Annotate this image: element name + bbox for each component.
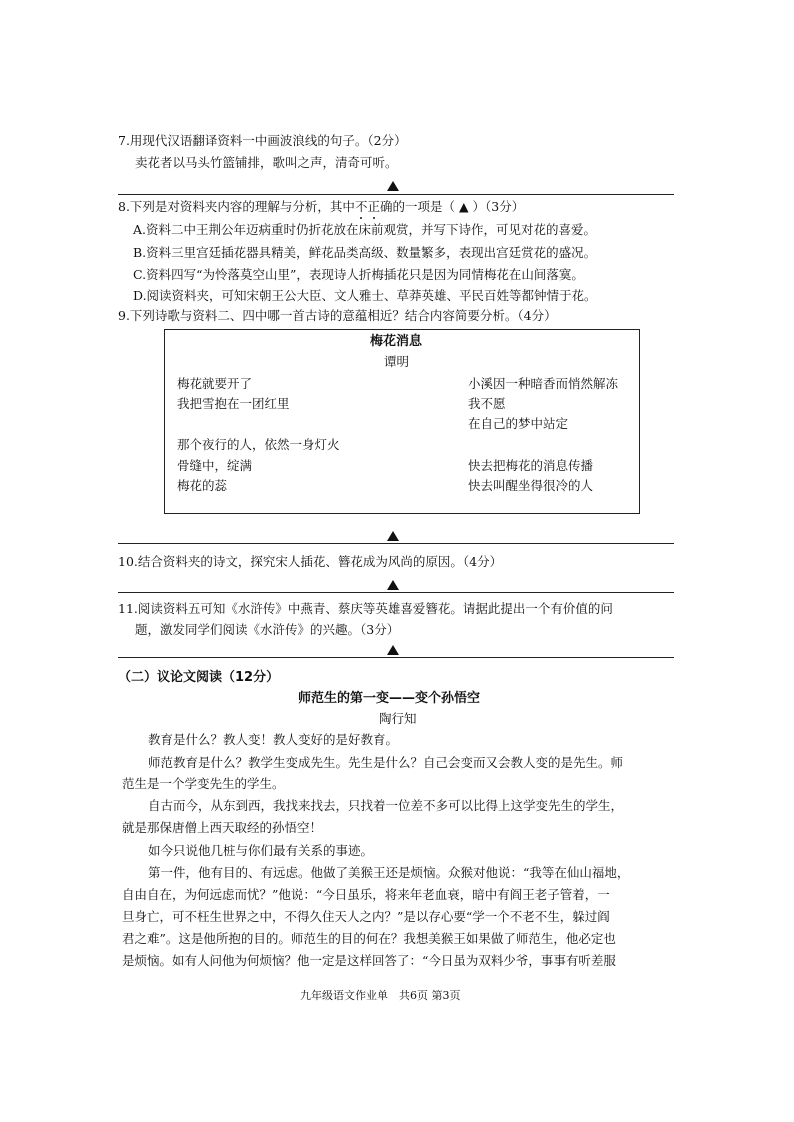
question-10-stem: 10.结合资料夹的诗文，探究宋人插花、簪花成为风尚的原因。（4分） [118,554,503,569]
answer-mark-icon [387,531,399,541]
poem-right-line: 快去把梅花的消息传播 [468,458,594,473]
poem-right-line: 小溪因一种暗香而悄然解冻 [468,376,619,391]
question-7-stem: 7.用现代汉语翻译资料一中画波浪线的句子。（2分） [118,133,407,148]
question-8-option-c: C.资料四写“为怜落莫空山里”，表现诗人折梅插花只是因为同情梅花在山间落寞。 [133,267,584,282]
answer-line [118,592,674,593]
paragraph-line: 旦身亡，可不枉生世界之中，不得久住天人之内？”是以存心要“学一个不老不生，躲过阎 [122,909,610,924]
paragraph-line: 师范教育是什么？教学生变成先生。先生是什么？自己会变而又会教人变的是先生。师 [148,755,624,770]
page-footer: 九年级语文作业单 共6页 第3页 [300,989,461,1002]
question-8-option-b: B.资料三里宫廷插花器具精美，鲜花品类高级、数量繁多，表现出宫廷赏花的盛况。 [133,245,597,260]
question-9-stem: 9.下列诗歌与资料二、四中哪一首古诗的意蕴相近？结合内容简要分析。（4分） [118,308,557,323]
section-heading: （二）议论文阅读（12分） [118,670,280,685]
question-8-stem-post: 确的一项是（ ▲ ）（3分） [379,199,525,214]
question-11-line: 11.阅读资料五可知《水浒传》中燕青、蔡庆等英雄喜爱簪花。请据此提出一个有价值的问 [118,601,613,616]
paragraph-line: 如今只说他几桩与你们最有关系的事迹。 [148,843,374,858]
answer-mark-icon [387,580,399,590]
poem-left-line: 那个夜行的人，依然一身灯火 [177,437,340,452]
poem-left-line: 梅花就要开了 [177,376,253,391]
answer-line [118,657,674,658]
paragraph-line: 自由自在，为何远虑而忧？”他说：“今日虽乐，将来年老血衰，暗中有阎王老子管着，一 [122,887,610,902]
paragraph-line: 是烦恼。如有人问他为何烦恼？他一定是这样回答了：“今日虽为双料少爷，事事有听差服 [122,953,616,968]
poem-left-line: 梅花的蕊 [177,478,228,493]
paragraph-line: 君之难”。这是他所抱的目的。师范生的目的何在？我想美猴王如果做了师范生，他必定也 [122,931,616,946]
question-8-stem-pre: 8.下列是对资料夹内容的理解与分析，其中 [118,199,355,214]
paragraph-line: 教育是什么？教人变！教人变好的是好教育。 [148,732,399,747]
article-title: 师范生的第一变——变个孙悟空 [298,691,481,706]
emphasis-char: 不 [354,199,368,214]
answer-mark-icon [387,645,399,655]
answer-mark-icon [387,181,399,191]
paragraph-line: 第一件，他有目的、有远虑。他做了美猴王还是烦恼。众猴对他说：“我等在仙山福地， [148,865,630,880]
poem-left-line: 骨缝中，绽满 [177,458,253,473]
poem-right-line: 我不愿 [468,396,506,411]
article-author: 陶行知 [379,711,417,726]
question-8-option-a: A.资料二中王荆公年迈病重时仍折花放在床前观赏，并写下诗作，可见对花的喜爱。 [133,222,597,237]
answer-line [118,543,674,544]
emphasis-char: 正 [367,199,380,214]
paragraph-line: 自古而今，从东到西，我找来找去，只找着一位差不多可以比得上这学变先生的学生， [148,798,624,813]
poem-title: 梅花消息 [370,334,423,349]
poem-right-line: 快去叫醒坐得很冷的人 [468,478,594,493]
poem-right-line: 在自己的梦中站定 [468,416,569,431]
question-7-sentence: 卖花者以马头竹篮铺排，歌叫之声，清奇可听。 [135,155,398,170]
question-11-line: 题，激发同学们阅读《水浒传》的兴趣。（3分） [135,622,400,637]
question-8-option-d: D.阅读资料夹，可知宋朝王公大臣、文人雅士、草莽英雄、平民百姓等都钟情于花。 [133,288,597,303]
answer-line [118,194,674,195]
question-8-stem [118,201,524,214]
poem-left-line: 我把雪抱在一团红里 [177,396,290,411]
paragraph-line: 就是那保唐僧上西天取经的孙悟空！ [122,820,323,835]
paragraph-line: 范生是一个学变先生的学生。 [122,776,285,791]
poem-author: 谭明 [384,354,410,369]
